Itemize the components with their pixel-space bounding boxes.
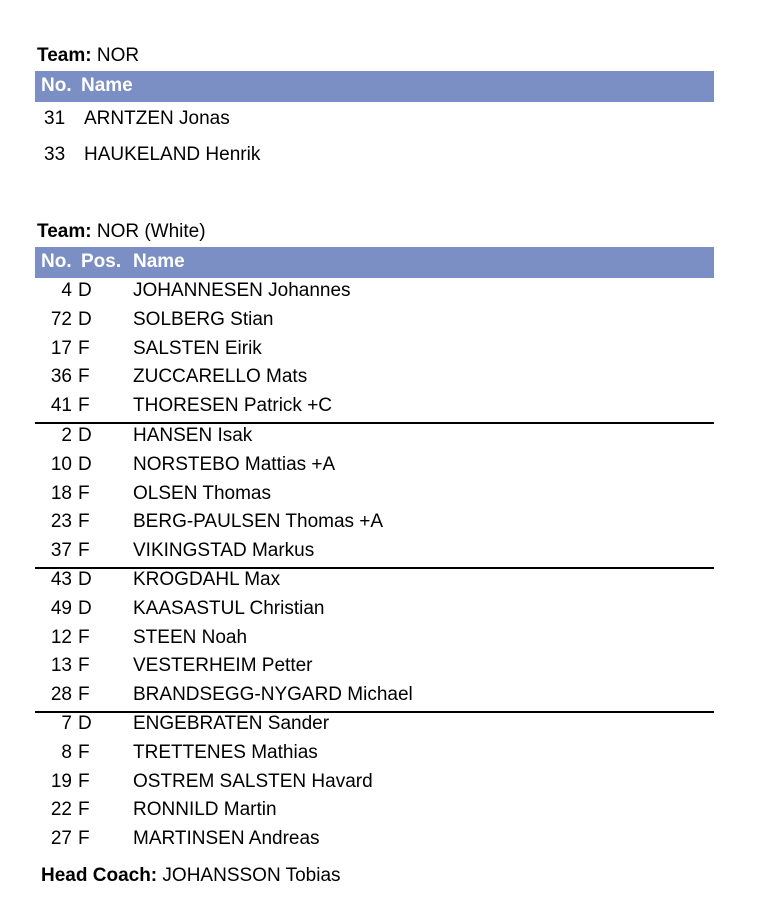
player-position: F	[78, 828, 90, 850]
player-position: F	[78, 395, 90, 417]
player-position: F	[78, 540, 90, 562]
player-position: F	[78, 741, 90, 763]
player-number: 19	[50, 770, 72, 792]
player-name: BRANDSEGG-NYGARD Michael	[133, 684, 413, 706]
player-number: 13	[50, 655, 72, 677]
player-number: 28	[50, 684, 72, 706]
player-name: BERG-PAULSEN Thomas +A	[133, 511, 384, 533]
goalkeeper-team-line	[37, 45, 139, 67]
player-name: MARTINSEN Andreas	[133, 828, 320, 850]
player-number: 17	[50, 337, 72, 359]
team-value: NOR	[96, 45, 140, 66]
player-position: F	[78, 366, 90, 388]
header-no: No.	[41, 251, 72, 272]
player-position: D	[78, 280, 92, 301]
coach-label: Head Coach:	[41, 865, 158, 886]
team-label: Team:	[37, 221, 92, 242]
skater-table-header	[35, 247, 714, 278]
player-number: 49	[50, 597, 72, 619]
player-position: D	[78, 713, 92, 734]
player-number: 2	[61, 425, 72, 446]
player-name: ENGEBRATEN Sander	[133, 713, 330, 734]
skater-team-line	[37, 221, 206, 243]
header-no: No.	[41, 75, 72, 96]
player-name: JOHANNESEN Johannes	[133, 280, 351, 301]
player-position: F	[78, 337, 90, 359]
player-position: D	[78, 597, 92, 619]
player-position: D	[78, 425, 92, 446]
player-number: 12	[50, 626, 72, 648]
player-number: 41	[50, 395, 72, 417]
player-position: F	[78, 799, 90, 821]
player-name: THORESEN Patrick +C	[133, 395, 333, 417]
player-position: D	[78, 308, 92, 330]
player-number: 72	[50, 308, 72, 330]
player-position: F	[78, 511, 90, 533]
player-number: 36	[50, 366, 72, 388]
team-label: Team:	[37, 45, 92, 66]
player-name: VIKINGSTAD Markus	[133, 540, 315, 562]
player-number: 22	[50, 799, 72, 821]
player-number: 37	[50, 540, 72, 562]
player-name: SOLBERG Stian	[133, 308, 274, 330]
goalkeeper-table-header	[35, 71, 714, 102]
player-position: D	[78, 453, 92, 475]
player-name: TRETTENES Mathias	[133, 741, 318, 763]
player-position: F	[78, 770, 90, 792]
player-name: RONNILD Martin	[133, 799, 277, 821]
player-name: OSTREM SALSTEN Havard	[133, 770, 373, 792]
player-number: 4	[61, 280, 72, 301]
header-name: Name	[81, 75, 133, 96]
player-position: F	[78, 482, 90, 504]
player-number: 10	[50, 453, 72, 475]
player-name: KAASASTUL Christian	[133, 597, 325, 619]
player-number: 7	[61, 713, 72, 734]
line-divider	[35, 422, 714, 424]
player-name: STEEN Noah	[133, 626, 248, 648]
player-number: 31	[44, 108, 66, 129]
player-number: 43	[50, 569, 72, 590]
player-number: 23	[50, 511, 72, 533]
player-name: VESTERHEIM Petter	[133, 655, 313, 677]
coach-name: JOHANSSON Tobias	[162, 865, 341, 886]
player-name: HANSEN Isak	[133, 425, 253, 446]
player-name: SALSTEN Eirik	[133, 337, 262, 359]
player-number: 33	[44, 144, 66, 165]
header-pos: Pos.	[81, 251, 122, 272]
player-name: KROGDAHL Max	[133, 569, 281, 590]
player-position: F	[78, 684, 90, 706]
player-number: 27	[50, 828, 72, 850]
header-name: Name	[133, 251, 185, 272]
player-name: NORSTEBO Mattias +A	[133, 453, 336, 475]
player-name: HAUKELAND Henrik	[84, 144, 261, 165]
player-position: F	[78, 626, 90, 648]
player-name: ZUCCARELLO Mats	[133, 366, 308, 388]
player-position: F	[78, 655, 90, 677]
player-position: D	[78, 569, 92, 590]
head-coach-line	[41, 865, 341, 887]
player-name: OLSEN Thomas	[133, 482, 271, 504]
team-value: NOR (White)	[96, 221, 206, 242]
player-name: ARNTZEN Jonas	[84, 108, 230, 129]
player-number: 8	[61, 741, 72, 763]
player-number: 18	[50, 482, 72, 504]
